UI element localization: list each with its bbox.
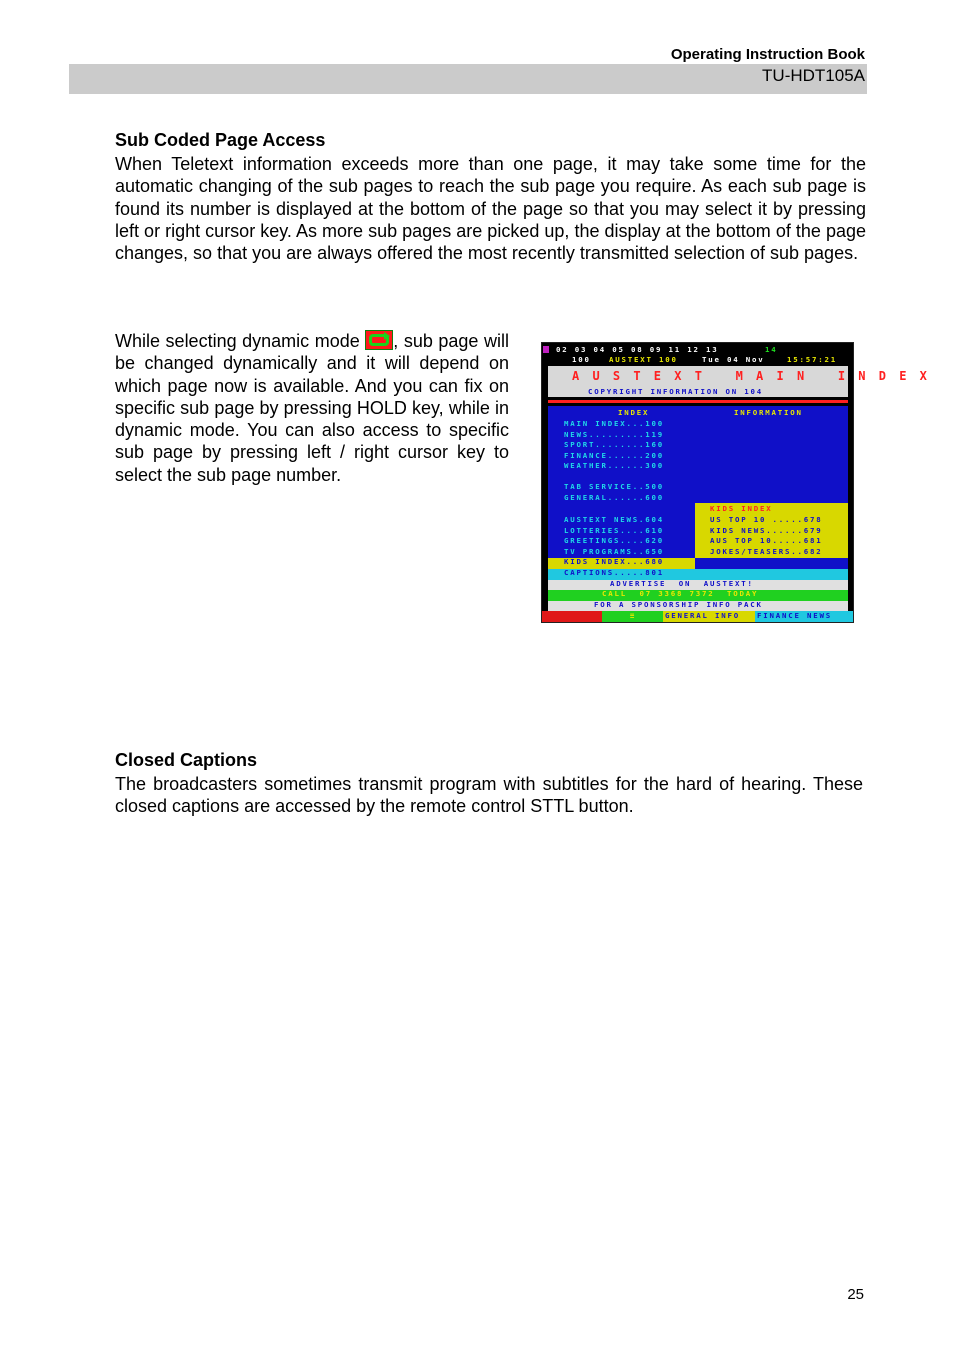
teletext-fastext-yellow-label: GENERAL INFO — [665, 611, 740, 620]
teletext-date: Tue 04 Nov — [702, 355, 765, 364]
teletext-index-item: LOTTERIES....610 — [564, 525, 664, 535]
teletext-red-rule — [548, 400, 848, 403]
teletext-fastext-red — [542, 611, 602, 622]
teletext-screen — [541, 342, 930, 623]
sub-coded-paragraph: When Teletext information exceeds more than one page, it may take some time for the automatic changing of the sub pages to reach the sub page you require. As each sub page is found its number is displayed at the bottom of the page so that you may select it by pressing left or right cursor key. As more sub pages are picked up, the display at the bottom of the page changes, so that you are always offered the most recently transmitted selection of sub pages. — [115, 154, 866, 264]
teletext-index-item: WEATHER......300 — [564, 461, 664, 470]
book-title: Operating Instruction Book — [670, 46, 865, 63]
teletext-sponsorship: FOR A SPONSORSHIP INFO PACK — [594, 599, 763, 609]
teletext-information-header: INFORMATION — [734, 408, 803, 417]
teletext-fastext-cyan-label: FINANCE NEWS — [757, 611, 832, 620]
dynamic-text-after: , sub page will be changed dynamically and it will depend on which page now is available. And you can fix on specific sub page by pressing HOLD key, while in dynamic mode. You can also access to specific sub page by pressing left / right cursor key to select the sub page number. — [115, 331, 509, 485]
dynamic-text-before: While selecting dynamic mode — [115, 331, 360, 351]
dynamic-mode-icon — [365, 330, 393, 350]
teletext-kids-item: KIDS NEWS......679 — [710, 525, 823, 535]
closed-captions-heading: Closed Captions — [115, 750, 258, 770]
teletext-subpages: 02 03 04 05 08 09 11 12 13 — [556, 345, 719, 354]
teletext-index-item: NEWS.........119 — [564, 429, 664, 439]
teletext-current-subpage: 14 — [765, 345, 778, 354]
teletext-kids-index-row: KIDS INDEX...680 — [564, 557, 664, 566]
teletext-call: CALL 07 3368 7372 TODAY — [602, 589, 759, 598]
closed-captions-paragraph: The broadcasters sometimes transmit program with subtitles for the hard of hearing. These closed captions are accessed by the remote control STTL button. — [115, 774, 863, 817]
teletext-index-item: AUSTEXT NEWS.604 — [564, 515, 664, 524]
sub-coded-heading: Sub Coded Page Access — [115, 130, 326, 150]
teletext-index-item: FINANCE......200 — [564, 450, 664, 460]
teletext-advertise: ADVERTISE ON AUSTEXT! — [610, 578, 754, 588]
teletext-page-number: 100 — [572, 355, 591, 364]
page-number: 25 — [847, 1286, 864, 1303]
teletext-kids-item: US TOP 10 .....678 — [710, 515, 823, 524]
teletext-time: 15:57:21 — [787, 355, 837, 364]
teletext-title: A U S T E X T M A I N I N D E X — [572, 369, 930, 383]
teletext-index-item: SPORT........160 — [564, 440, 664, 449]
model-number: TU-HDT105A — [762, 66, 865, 85]
teletext-service: AUSTEXT 100 — [609, 355, 678, 364]
teletext-index-item: TV PROGRAMS..650 — [564, 546, 664, 556]
teletext-kids-item: JOKES/TEASERS..682 — [710, 546, 823, 556]
teletext-marker — [543, 346, 549, 353]
teletext-copyright: COPYRIGHT INFORMATION ON 104 — [588, 387, 763, 396]
teletext-index-item: MAIN INDEX...100 — [564, 419, 664, 428]
teletext-index-header: INDEX — [618, 408, 650, 417]
teletext-fastext-green-label: ≡ — [630, 611, 637, 620]
teletext-index-item: GENERAL......600 — [564, 493, 664, 502]
teletext-captions-row: CAPTIONS.....801 — [564, 568, 664, 577]
teletext-index-item: GREETINGS....620 — [564, 536, 664, 545]
teletext-kids-item: AUS TOP 10.....681 — [710, 536, 823, 545]
dynamic-mode-paragraph — [115, 330, 509, 486]
teletext-index-item: TAB SERVICE..500 — [564, 482, 664, 491]
teletext-kids-header: KIDS INDEX — [710, 504, 773, 513]
header-bar — [69, 64, 867, 94]
